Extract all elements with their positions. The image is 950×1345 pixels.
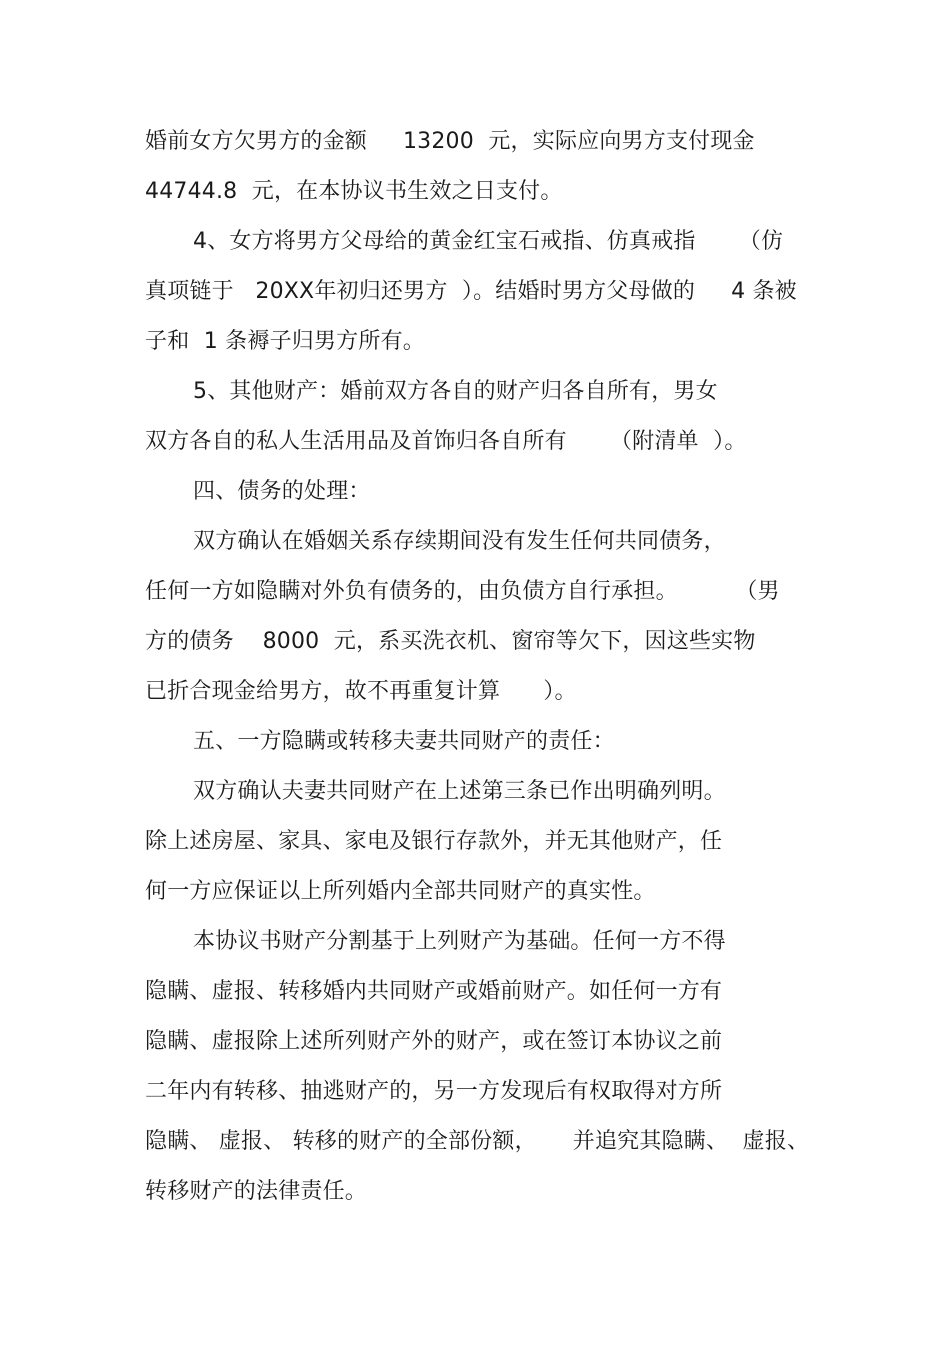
text-line: 44744.8 元，在本协议书生效之日支付。 (145, 179, 563, 204)
section-heading: 五、一方隐瞒或转移夫妻共同财产的责任： (193, 729, 615, 754)
paragraph-line: 5、其他财产：婚前双方各自的财产归各自所有，男女 (193, 379, 718, 404)
paragraph-line: 双方确认夫妻共同财产在上述第三条已作出明确列明。 (193, 779, 726, 804)
text-line: 隐瞒、虚报、转移婚内共同财产或婚前财产。如任何一方有 (145, 979, 723, 1004)
text-line: 除上述房屋、家具、家电及银行存款外，并无其他财产，任 (145, 829, 723, 854)
paragraph-line: 本协议书财产分割基于上列财产为基础。任何一方不得 (193, 929, 726, 954)
text-line: 二年内有转移、抽逃财产的，另一方发现后有权取得对方所 (145, 1079, 723, 1104)
text-line: 隐瞒、虚报除上述所列财产外的财产，或在签订本协议之前 (145, 1029, 723, 1054)
text-line: 双方各自的私人生活用品及首饰归各自所有 （附清单 ）。 (145, 429, 747, 454)
text-line: 婚前女方欠男方的金额 13200 元，实际应向男方支付现金 (145, 129, 755, 154)
text-line: 已折合现金给男方，故不再重复计算 ）。 (145, 679, 577, 704)
text-line: 方的债务 8000 元，系买洗衣机、窗帘等欠下，因这些实物 (145, 629, 756, 654)
text-line: 真项链于 20XX年初归还男方 ）。结婚时男方父母做的 4 条被 (145, 279, 797, 304)
text-line: 转移财产的法律责任。 (145, 1179, 368, 1204)
text-line: 何一方应保证以上所列婚内全部共同财产的真实性。 (145, 879, 656, 904)
paragraph-line: 双方确认在婚姻关系存续期间没有发生任何共同债务， (193, 529, 726, 554)
text-line: 子和 1 条褥子归男方所有。 (145, 329, 425, 354)
section-heading: 四、债务的处理： (193, 479, 371, 504)
paragraph-line: 4、女方将男方父母给的黄金红宝石戒指、仿真戒指 （仿 (193, 229, 784, 254)
text-line: 隐瞒、 虚报、 转移的财产的全部份额， 并追究其隐瞒、 虚报、 (145, 1129, 810, 1154)
text-line: 任何一方如隐瞒对外负有债务的，由负债方自行承担。 （男 (145, 579, 780, 604)
